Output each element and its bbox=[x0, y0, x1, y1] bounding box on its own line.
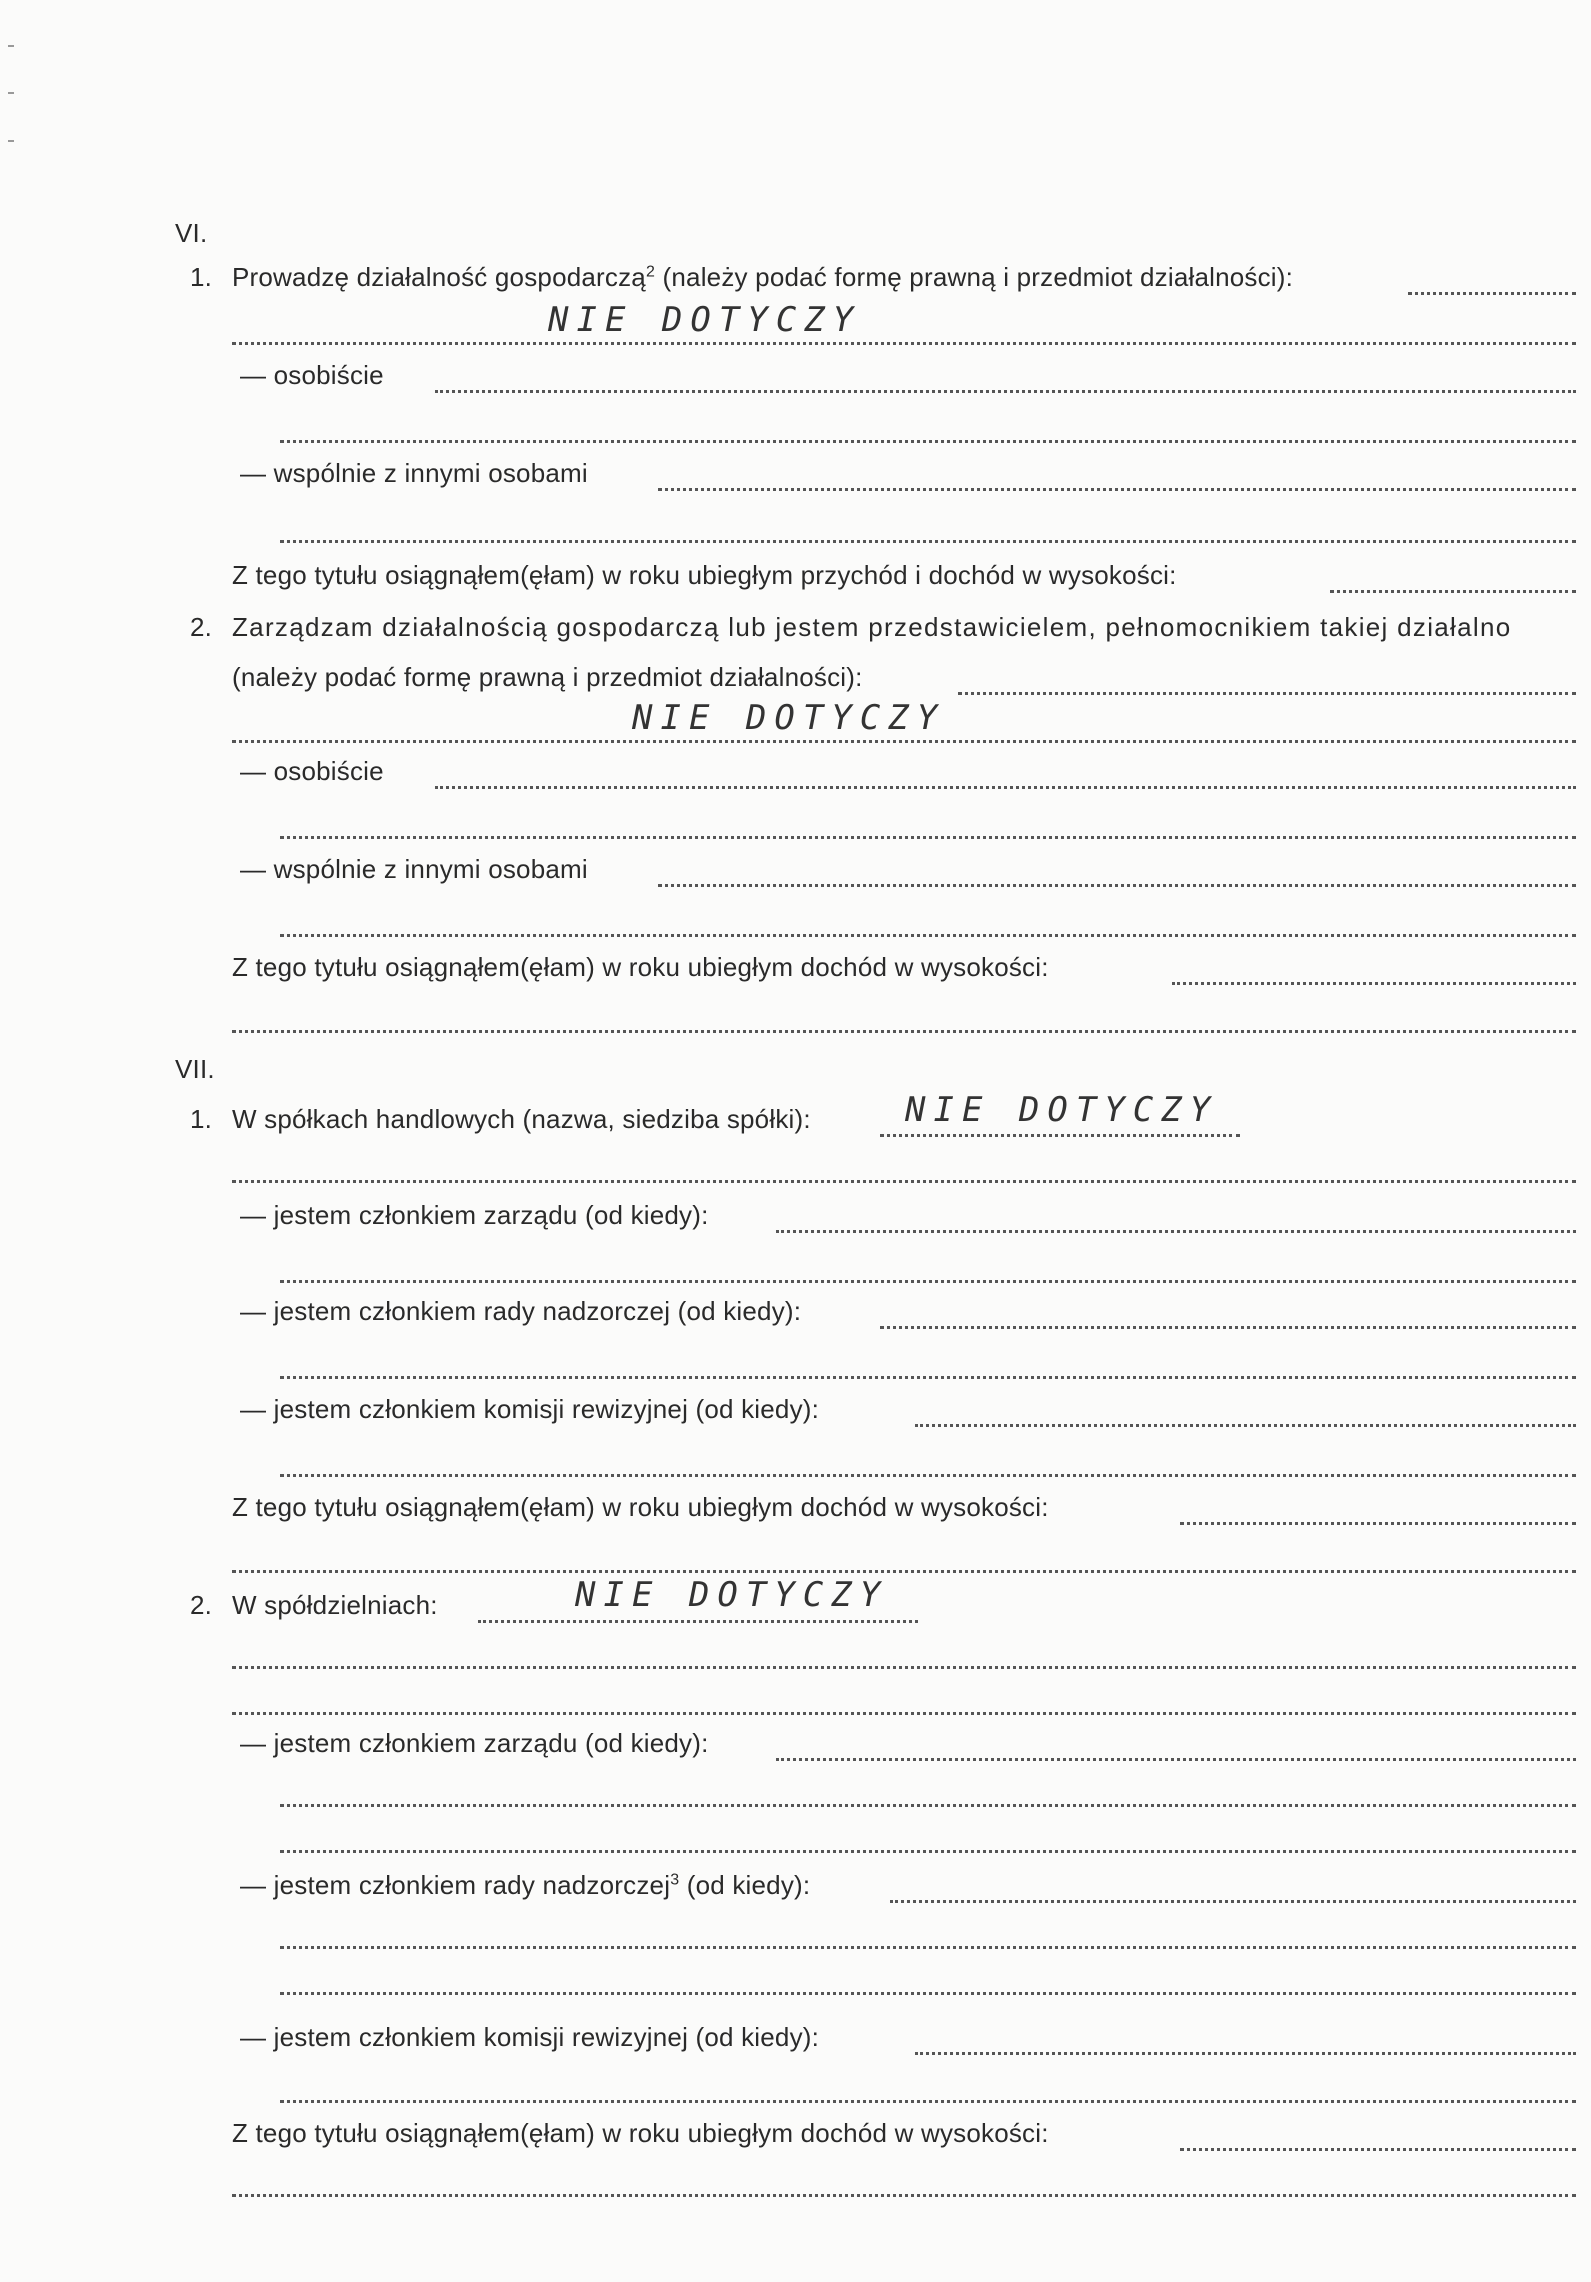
business-activity-label: Prowadzę działalność gospodarczą$^2$ (należy podać formę prawną i przedmiot działalności): bbox=[232, 262, 1294, 292]
handwritten-answer: NIE DOTYCZY bbox=[632, 698, 946, 738]
audit-committee-label: — jestem członkiem komisji rewizyjnej (od kiedy): bbox=[240, 2022, 820, 2052]
fill-line[interactable] bbox=[890, 1900, 1576, 1903]
jointly-label: — wspólnie z innymi osobami bbox=[240, 854, 588, 884]
fill-line[interactable] bbox=[658, 488, 1576, 491]
fill-line[interactable] bbox=[915, 1424, 1576, 1427]
board-member-label: — jestem członkiem zarządu (od kiedy): bbox=[240, 1728, 709, 1758]
fill-line[interactable] bbox=[232, 2194, 1576, 2197]
fill-line[interactable] bbox=[280, 540, 1576, 543]
fill-line[interactable] bbox=[280, 1280, 1576, 1283]
fill-line[interactable] bbox=[958, 692, 1576, 695]
fill-line[interactable] bbox=[232, 342, 1576, 345]
fill-line[interactable] bbox=[435, 786, 1576, 789]
fill-line[interactable] bbox=[280, 1376, 1576, 1379]
income-label: Z tego tytułu osiągnąłem(ęłam) w roku ubiegłym dochód w wysokości: bbox=[232, 1492, 1049, 1522]
handwritten-answer: NIE DOTYCZY bbox=[905, 1090, 1219, 1130]
item-number: 1. bbox=[190, 262, 213, 292]
board-member-label: — jestem członkiem zarządu (od kiedy): bbox=[240, 1200, 709, 1230]
fill-line[interactable] bbox=[232, 740, 1576, 743]
item-number: 2. bbox=[190, 1590, 213, 1620]
margin-mark bbox=[8, 140, 14, 142]
management-label: Zarządzam działalnością gospodarczą lub jestem przedstawicielem, pełnomocnikiem takiej działalno bbox=[232, 612, 1512, 642]
fill-line[interactable] bbox=[232, 1180, 1576, 1183]
income-label: Z tego tytułu osiągnąłem(ęłam) w roku ubiegłym dochód w wysokości: bbox=[232, 952, 1049, 982]
income-label: Z tego tytułu osiągnąłem(ęłam) w roku ubiegłym dochód w wysokości: bbox=[232, 2118, 1049, 2148]
fill-line[interactable] bbox=[280, 2100, 1576, 2103]
fill-line[interactable] bbox=[1172, 982, 1576, 985]
fill-line[interactable] bbox=[776, 1758, 1576, 1761]
margin-mark bbox=[8, 92, 14, 94]
fill-line[interactable] bbox=[280, 440, 1576, 443]
fill-line[interactable] bbox=[232, 1570, 1576, 1573]
fill-line[interactable] bbox=[880, 1326, 1576, 1329]
fill-line[interactable] bbox=[478, 1620, 918, 1623]
section-heading: VII. bbox=[175, 1054, 215, 1084]
cooperatives-label: W spółdzielniach: bbox=[232, 1590, 438, 1620]
fill-line[interactable] bbox=[280, 1804, 1576, 1807]
audit-committee-label: — jestem członkiem komisji rewizyjnej (od kiedy): bbox=[240, 1394, 820, 1424]
fill-line[interactable] bbox=[280, 934, 1576, 937]
fill-line[interactable] bbox=[280, 1946, 1576, 1949]
handwritten-answer: NIE DOTYCZY bbox=[548, 300, 862, 340]
item-number: 1. bbox=[190, 1104, 213, 1134]
commercial-companies-label: W spółkach handlowych (nazwa, siedziba spółki): bbox=[232, 1104, 811, 1134]
supervisory-board-label: — jestem członkiem rady nadzorczej$^3$ (od kiedy): bbox=[240, 1870, 811, 1900]
fill-line[interactable] bbox=[232, 1712, 1576, 1715]
fill-line[interactable] bbox=[915, 2052, 1576, 2055]
fill-line[interactable] bbox=[1330, 590, 1576, 593]
fill-line[interactable] bbox=[232, 1030, 1576, 1033]
fill-line[interactable] bbox=[1180, 1522, 1576, 1525]
fill-line[interactable] bbox=[776, 1230, 1576, 1233]
fill-line[interactable] bbox=[658, 884, 1576, 887]
fill-line[interactable] bbox=[280, 1474, 1576, 1477]
fill-line[interactable] bbox=[280, 1992, 1576, 1995]
jointly-label: — wspólnie z innymi osobami bbox=[240, 458, 588, 488]
item-number: 2. bbox=[190, 612, 213, 642]
management-label-cont: (należy podać formę prawną i przedmiot działalności): bbox=[232, 662, 863, 692]
fill-line[interactable] bbox=[435, 390, 1576, 393]
fill-line[interactable] bbox=[280, 1850, 1576, 1853]
supervisory-board-label: — jestem członkiem rady nadzorczej (od kiedy): bbox=[240, 1296, 802, 1326]
income-label: Z tego tytułu osiągnąłem(ęłam) w roku ubiegłym przychód i dochód w wysokości: bbox=[232, 560, 1177, 590]
personally-label: — osobiście bbox=[240, 360, 384, 390]
fill-line[interactable] bbox=[880, 1134, 1240, 1137]
fill-line[interactable] bbox=[280, 836, 1576, 839]
fill-line[interactable] bbox=[1180, 2148, 1576, 2151]
fill-line[interactable] bbox=[232, 1666, 1576, 1669]
section-heading: VI. bbox=[175, 218, 208, 248]
handwritten-answer: NIE DOTYCZY bbox=[575, 1575, 889, 1615]
fill-line[interactable] bbox=[1408, 292, 1576, 295]
margin-mark bbox=[8, 45, 14, 47]
personally-label: — osobiście bbox=[240, 756, 384, 786]
